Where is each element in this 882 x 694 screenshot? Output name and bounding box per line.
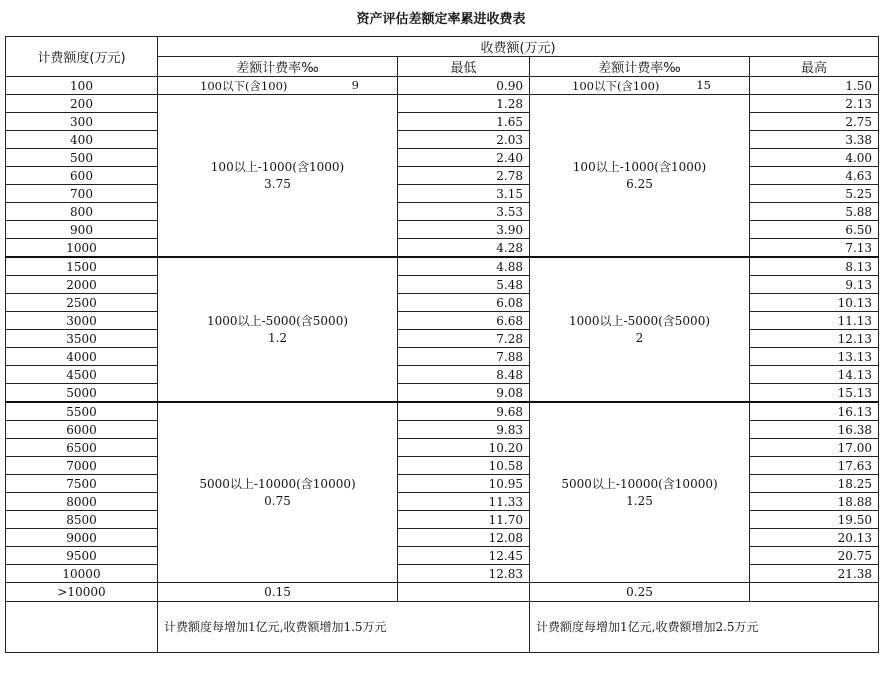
amount-cell: 9000 <box>6 529 158 547</box>
max-fee-cell: 16.38 <box>750 421 879 439</box>
amount-cell: 10000 <box>6 565 158 583</box>
max-fee-cell: 10.13 <box>750 294 879 312</box>
page-title: 资产评估差额定率累进收费表 <box>356 12 526 27</box>
min-fee-cell: 0.90 <box>398 77 530 95</box>
min-fee-cell: 9.68 <box>398 402 530 421</box>
amount-cell: 800 <box>6 203 158 221</box>
rate-band-max-0 <box>530 77 750 95</box>
empty-cell <box>6 602 158 653</box>
max-fee-cell: 12.13 <box>750 330 879 348</box>
rate-band-range: 5000以上-10000(含10000) <box>199 476 356 491</box>
min-fee-cell: 10.95 <box>398 475 530 493</box>
max-fee-cell: 18.88 <box>750 493 879 511</box>
header-max: 最高 <box>750 57 879 77</box>
amount-cell: 3000 <box>6 312 158 330</box>
amount-cell: 1000 <box>6 239 158 258</box>
amount-cell: 700 <box>6 185 158 203</box>
min-fee-cell: 9.08 <box>398 384 530 403</box>
rate-band-range: 100以下(含100) <box>200 78 288 93</box>
rate-over-min: 0.15 <box>158 583 398 602</box>
rate-band-max-2 <box>530 257 750 402</box>
rate-band-min-3 <box>158 402 398 583</box>
max-fee-cell: 20.13 <box>750 529 879 547</box>
min-fee-cell: 1.28 <box>398 95 530 113</box>
min-fee-cell: 3.90 <box>398 221 530 239</box>
max-fee-cell: 4.00 <box>750 149 879 167</box>
max-fee-cell: 15.13 <box>750 384 879 403</box>
table-row <box>6 257 879 276</box>
max-fee-cell: 14.13 <box>750 366 879 384</box>
min-fee-cell: 11.33 <box>398 493 530 511</box>
rate-band-value: 1.2 <box>267 330 288 345</box>
amount-cell: 5000 <box>6 384 158 403</box>
max-fee-cell: 5.25 <box>750 185 879 203</box>
min-fee-cell: 10.58 <box>398 457 530 475</box>
header-min: 最低 <box>398 57 530 77</box>
table-row <box>6 95 879 113</box>
amount-cell: 9500 <box>6 547 158 565</box>
amount-cell: 200 <box>6 95 158 113</box>
max-fee-cell: 11.13 <box>750 312 879 330</box>
min-fee-cell: 3.53 <box>398 203 530 221</box>
rate-band-max-1 <box>530 95 750 258</box>
table-row <box>6 402 879 421</box>
amount-cell: 500 <box>6 149 158 167</box>
rate-band-range: 5000以上-10000(含10000) <box>561 476 718 491</box>
rate-band-range: 100以上-1000(含1000) <box>572 159 707 174</box>
rate-band-value: 1.25 <box>626 493 653 508</box>
note-min: 计费额度每增加1亿元,收费额增加1.5万元 <box>158 602 530 653</box>
fee-table <box>5 36 879 653</box>
rate-band-min-2 <box>158 257 398 402</box>
table-row <box>6 77 879 95</box>
note-max: 计费额度每增加1亿元,收费额增加2.5万元 <box>530 602 879 653</box>
amount-cell: 7500 <box>6 475 158 493</box>
min-fee-cell: 12.83 <box>398 565 530 583</box>
header-fee: 收费额(万元) <box>158 37 879 57</box>
rate-band-value: 15 <box>696 77 711 92</box>
min-fee-cell: 11.70 <box>398 511 530 529</box>
amount-cell: 4500 <box>6 366 158 384</box>
rate-band-range: 100以下(含100) <box>572 78 660 93</box>
max-fee-cell: 8.13 <box>750 257 879 276</box>
max-fee-cell: 20.75 <box>750 547 879 565</box>
max-fee-cell: 4.63 <box>750 167 879 185</box>
max-fee-cell: 1.50 <box>750 77 879 95</box>
rate-band-min-1 <box>158 95 398 258</box>
min-fee-cell: 10.20 <box>398 439 530 457</box>
amount-cell: 8500 <box>6 511 158 529</box>
empty-cell <box>398 583 530 602</box>
min-fee-cell: 9.83 <box>398 421 530 439</box>
min-fee-cell: 1.65 <box>398 113 530 131</box>
amount-cell: 3500 <box>6 330 158 348</box>
max-fee-cell: 13.13 <box>750 348 879 366</box>
rate-band-range: 100以上-1000(含1000) <box>210 159 345 174</box>
empty-cell <box>750 583 879 602</box>
max-fee-cell: 2.75 <box>750 113 879 131</box>
max-fee-cell: 3.38 <box>750 131 879 149</box>
amount-cell: 100 <box>6 77 158 95</box>
rate-band-value: 9 <box>351 77 359 92</box>
amount-cell: 400 <box>6 131 158 149</box>
max-fee-cell: 18.25 <box>750 475 879 493</box>
max-fee-cell: 17.00 <box>750 439 879 457</box>
min-fee-cell: 8.48 <box>398 366 530 384</box>
min-fee-cell: 12.45 <box>398 547 530 565</box>
header-rate-max: 差额计费率‰ <box>530 57 750 77</box>
rate-band-value: 3.75 <box>264 176 291 191</box>
amount-cell: 300 <box>6 113 158 131</box>
max-fee-cell: 5.88 <box>750 203 879 221</box>
min-fee-cell: 7.28 <box>398 330 530 348</box>
min-fee-cell: 4.28 <box>398 239 530 258</box>
max-fee-cell: 19.50 <box>750 511 879 529</box>
rate-band-value: 2 <box>635 330 644 345</box>
min-fee-cell: 4.88 <box>398 257 530 276</box>
amount-cell: 7000 <box>6 457 158 475</box>
amount-cell: 5500 <box>6 402 158 421</box>
max-fee-cell: 2.13 <box>750 95 879 113</box>
table-row-notes <box>6 602 879 653</box>
header-rate-min: 差额计费率‰ <box>158 57 398 77</box>
table-row-over <box>6 583 879 602</box>
amount-cell: 8000 <box>6 493 158 511</box>
min-fee-cell: 7.88 <box>398 348 530 366</box>
amount-cell: 2500 <box>6 294 158 312</box>
rate-band-range: 1000以上-5000(含5000) <box>206 313 349 328</box>
max-fee-cell: 17.63 <box>750 457 879 475</box>
amount-cell: 4000 <box>6 348 158 366</box>
min-fee-cell: 2.03 <box>398 131 530 149</box>
header-row-1 <box>6 37 879 57</box>
header-amount: 计费额度(万元) <box>6 37 158 77</box>
rate-band-max-3 <box>530 402 750 583</box>
amount-cell: 1500 <box>6 257 158 276</box>
amount-cell: 6500 <box>6 439 158 457</box>
rate-over-max: 0.25 <box>530 583 750 602</box>
max-fee-cell: 6.50 <box>750 221 879 239</box>
max-fee-cell: 7.13 <box>750 239 879 258</box>
min-fee-cell: 2.40 <box>398 149 530 167</box>
amount-cell: >10000 <box>6 583 158 602</box>
max-fee-cell: 21.38 <box>750 565 879 583</box>
min-fee-cell: 5.48 <box>398 276 530 294</box>
rate-band-value: 0.75 <box>264 493 291 508</box>
min-fee-cell: 12.08 <box>398 529 530 547</box>
amount-cell: 2000 <box>6 276 158 294</box>
amount-cell: 600 <box>6 167 158 185</box>
amount-cell: 6000 <box>6 421 158 439</box>
rate-band-range: 1000以上-5000(含5000) <box>568 313 711 328</box>
rate-band-min-0 <box>158 77 398 95</box>
max-fee-cell: 9.13 <box>750 276 879 294</box>
rate-band-value: 6.25 <box>626 176 653 191</box>
min-fee-cell: 2.78 <box>398 167 530 185</box>
amount-cell: 900 <box>6 221 158 239</box>
min-fee-cell: 6.08 <box>398 294 530 312</box>
min-fee-cell: 3.15 <box>398 185 530 203</box>
min-fee-cell: 6.68 <box>398 312 530 330</box>
max-fee-cell: 16.13 <box>750 402 879 421</box>
